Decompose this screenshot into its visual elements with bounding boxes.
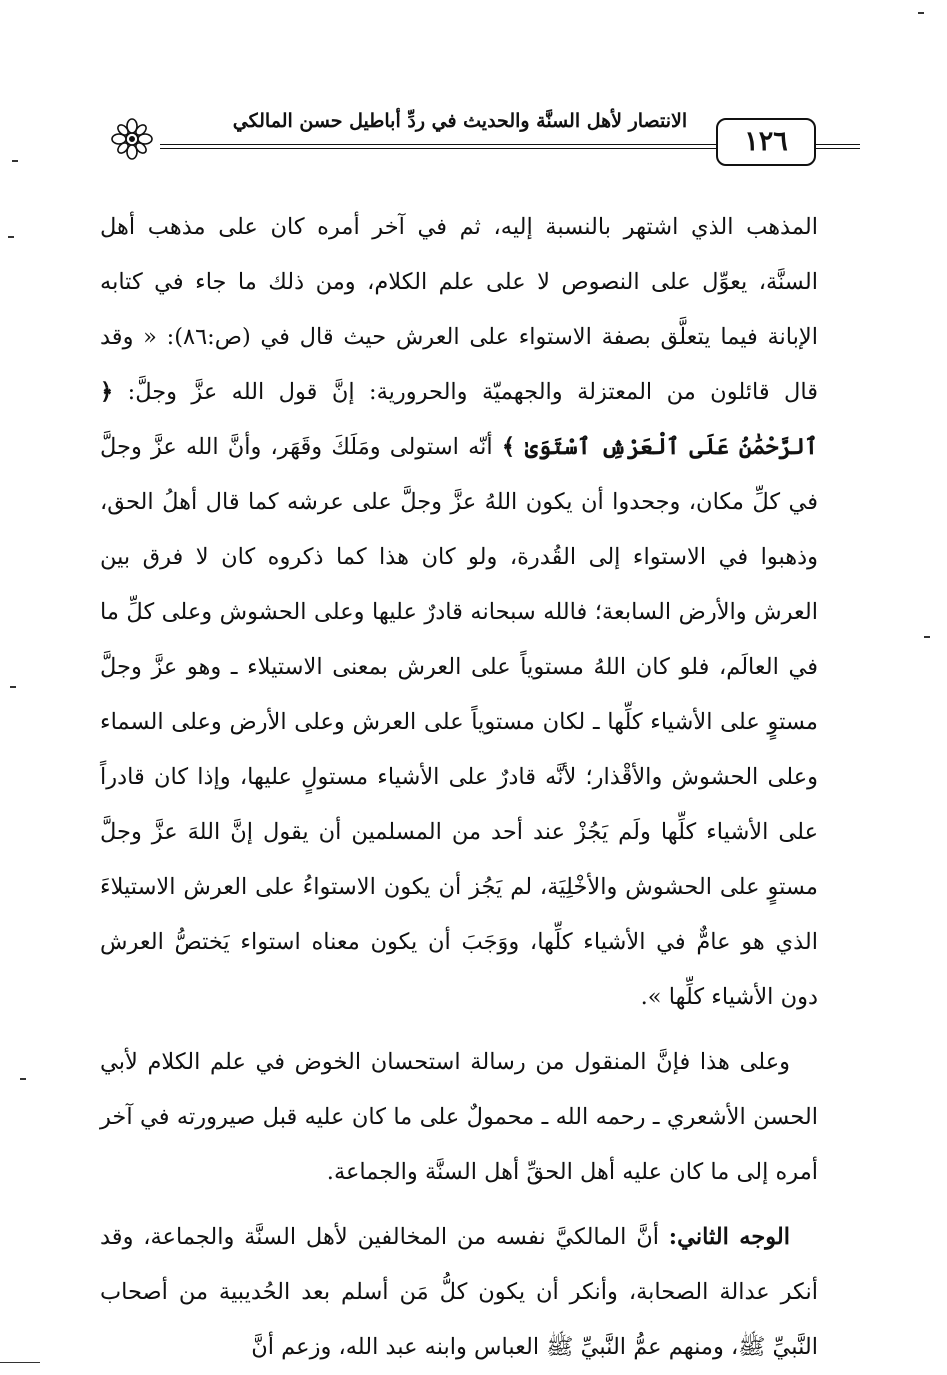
paragraph-1 [100, 200, 818, 1025]
paragraph-3-text: أنَّ المالكيَّ نفسه من المخالفين لأهل السنَّة والجماعة، وقد أنكر عدالة الصحابة، وأنكر أن يكون كلُّ مَن أسلم بعد الحُديبية من أصحاب النَّبيِّ ﷺ، ومنهم عمُّ النَّبيِّ ﷺ العباس وابنه عبد الله، وزعم أنَّ [100, 1224, 818, 1360]
paragraph-1-text-after: أنّه استولى ومَلَكَ وقَهَر، وأنَّ الله عزَّ وجلَّ في كلِّ مكان، وجحدوا أن يكون اللهُ عزَّ وجلَّ على عرشه كما قال أهلُ الحق، وذهبوا في الاستواء إلى القُدرة، ولو كان هذا كما ذكروه كان لا فرق بين العرش والأرض السابعة؛ فالله سبحانه قادرٌ عليها وعلى الحشوش وعلى كلِّ ما في العالَم، فلو كان اللهُ مستوياً على العرش بمعنى الاستيلاء ـ وهو عزَّ وجلَّ مستوٍ على الأشياء كلِّها ـ لكان مستوياً على العرش وعلى الأرض وعلى السماء وعلى الحشوش والأقْذار؛ لأنَّه قادرٌ على الأشياء مستولٍ عليها، وإذا كان قادراً على الأشياء كلِّها ولَم يَجُزْ عند أحد من المسلمين أن يقول إنَّ اللهَ عزَّ وجلَّ مستوٍ على الحشوش والأخْلِيَة، لم يَجُز أن يكون الاستواءُ على العرش الاستيلاءَ الذي هو عامٌّ في الأشياء كلِّها، ووَجَبَ أن يكون معناه استواء يَختصُّ العرش دون الأشياء كلِّها ». [100, 434, 818, 1010]
margin-speck [918, 12, 924, 14]
margin-speck [8, 236, 14, 238]
flower-ornament-icon [100, 114, 160, 164]
running-title: الانتصار لأهل السنَّة والحديث في ردِّ أباطيل حسن المالكي [220, 106, 700, 136]
paragraph-1-text-before: المذهب الذي اشتهر بالنسبة إليه، ثم في آخر أمره كان على مذهب أهل السنَّة، يعوِّل على النصوص لا على علم الكلام، ومن ذلك ما جاء في كتابه الإبانة فيما يتعلَّق بصفة الاستواء على العرش حيث قال في (ص:٨٦): « وقد قال قائلون من المعتزلة والجهميّة والحرورية: إنَّ قول الله عزَّ وجلَّ: [100, 214, 819, 405]
page-header [100, 106, 860, 166]
section-label: الوجه الثاني: [668, 1224, 791, 1250]
paragraph-2: وعلى هذا فإنَّ المنقول من رسالة استحسان الخوض في علم الكلام لأبي الحسن الأشعري ـ رحمه الله ـ محمولٌ على ما كان عليه قبل صيرورته في آخر أمره إلى ما كان عليه أهل الحقِّ أهل السنَّة والجماعة. [100, 1049, 818, 1185]
margin-speck [10, 686, 16, 688]
main-text [100, 200, 818, 1375]
page-number: ١٢٦ [716, 118, 816, 166]
paragraph-3 [100, 1210, 818, 1375]
margin-speck [12, 160, 18, 162]
margin-speck [924, 636, 930, 638]
bottom-edge-line [0, 1362, 40, 1363]
margin-speck [20, 1078, 26, 1080]
quran-verse: ﴿ ٱلرَّحْمَٰنُ عَلَى ٱلْعَرْشِ ٱسْتَوَىٰ ﴾ [100, 379, 818, 460]
